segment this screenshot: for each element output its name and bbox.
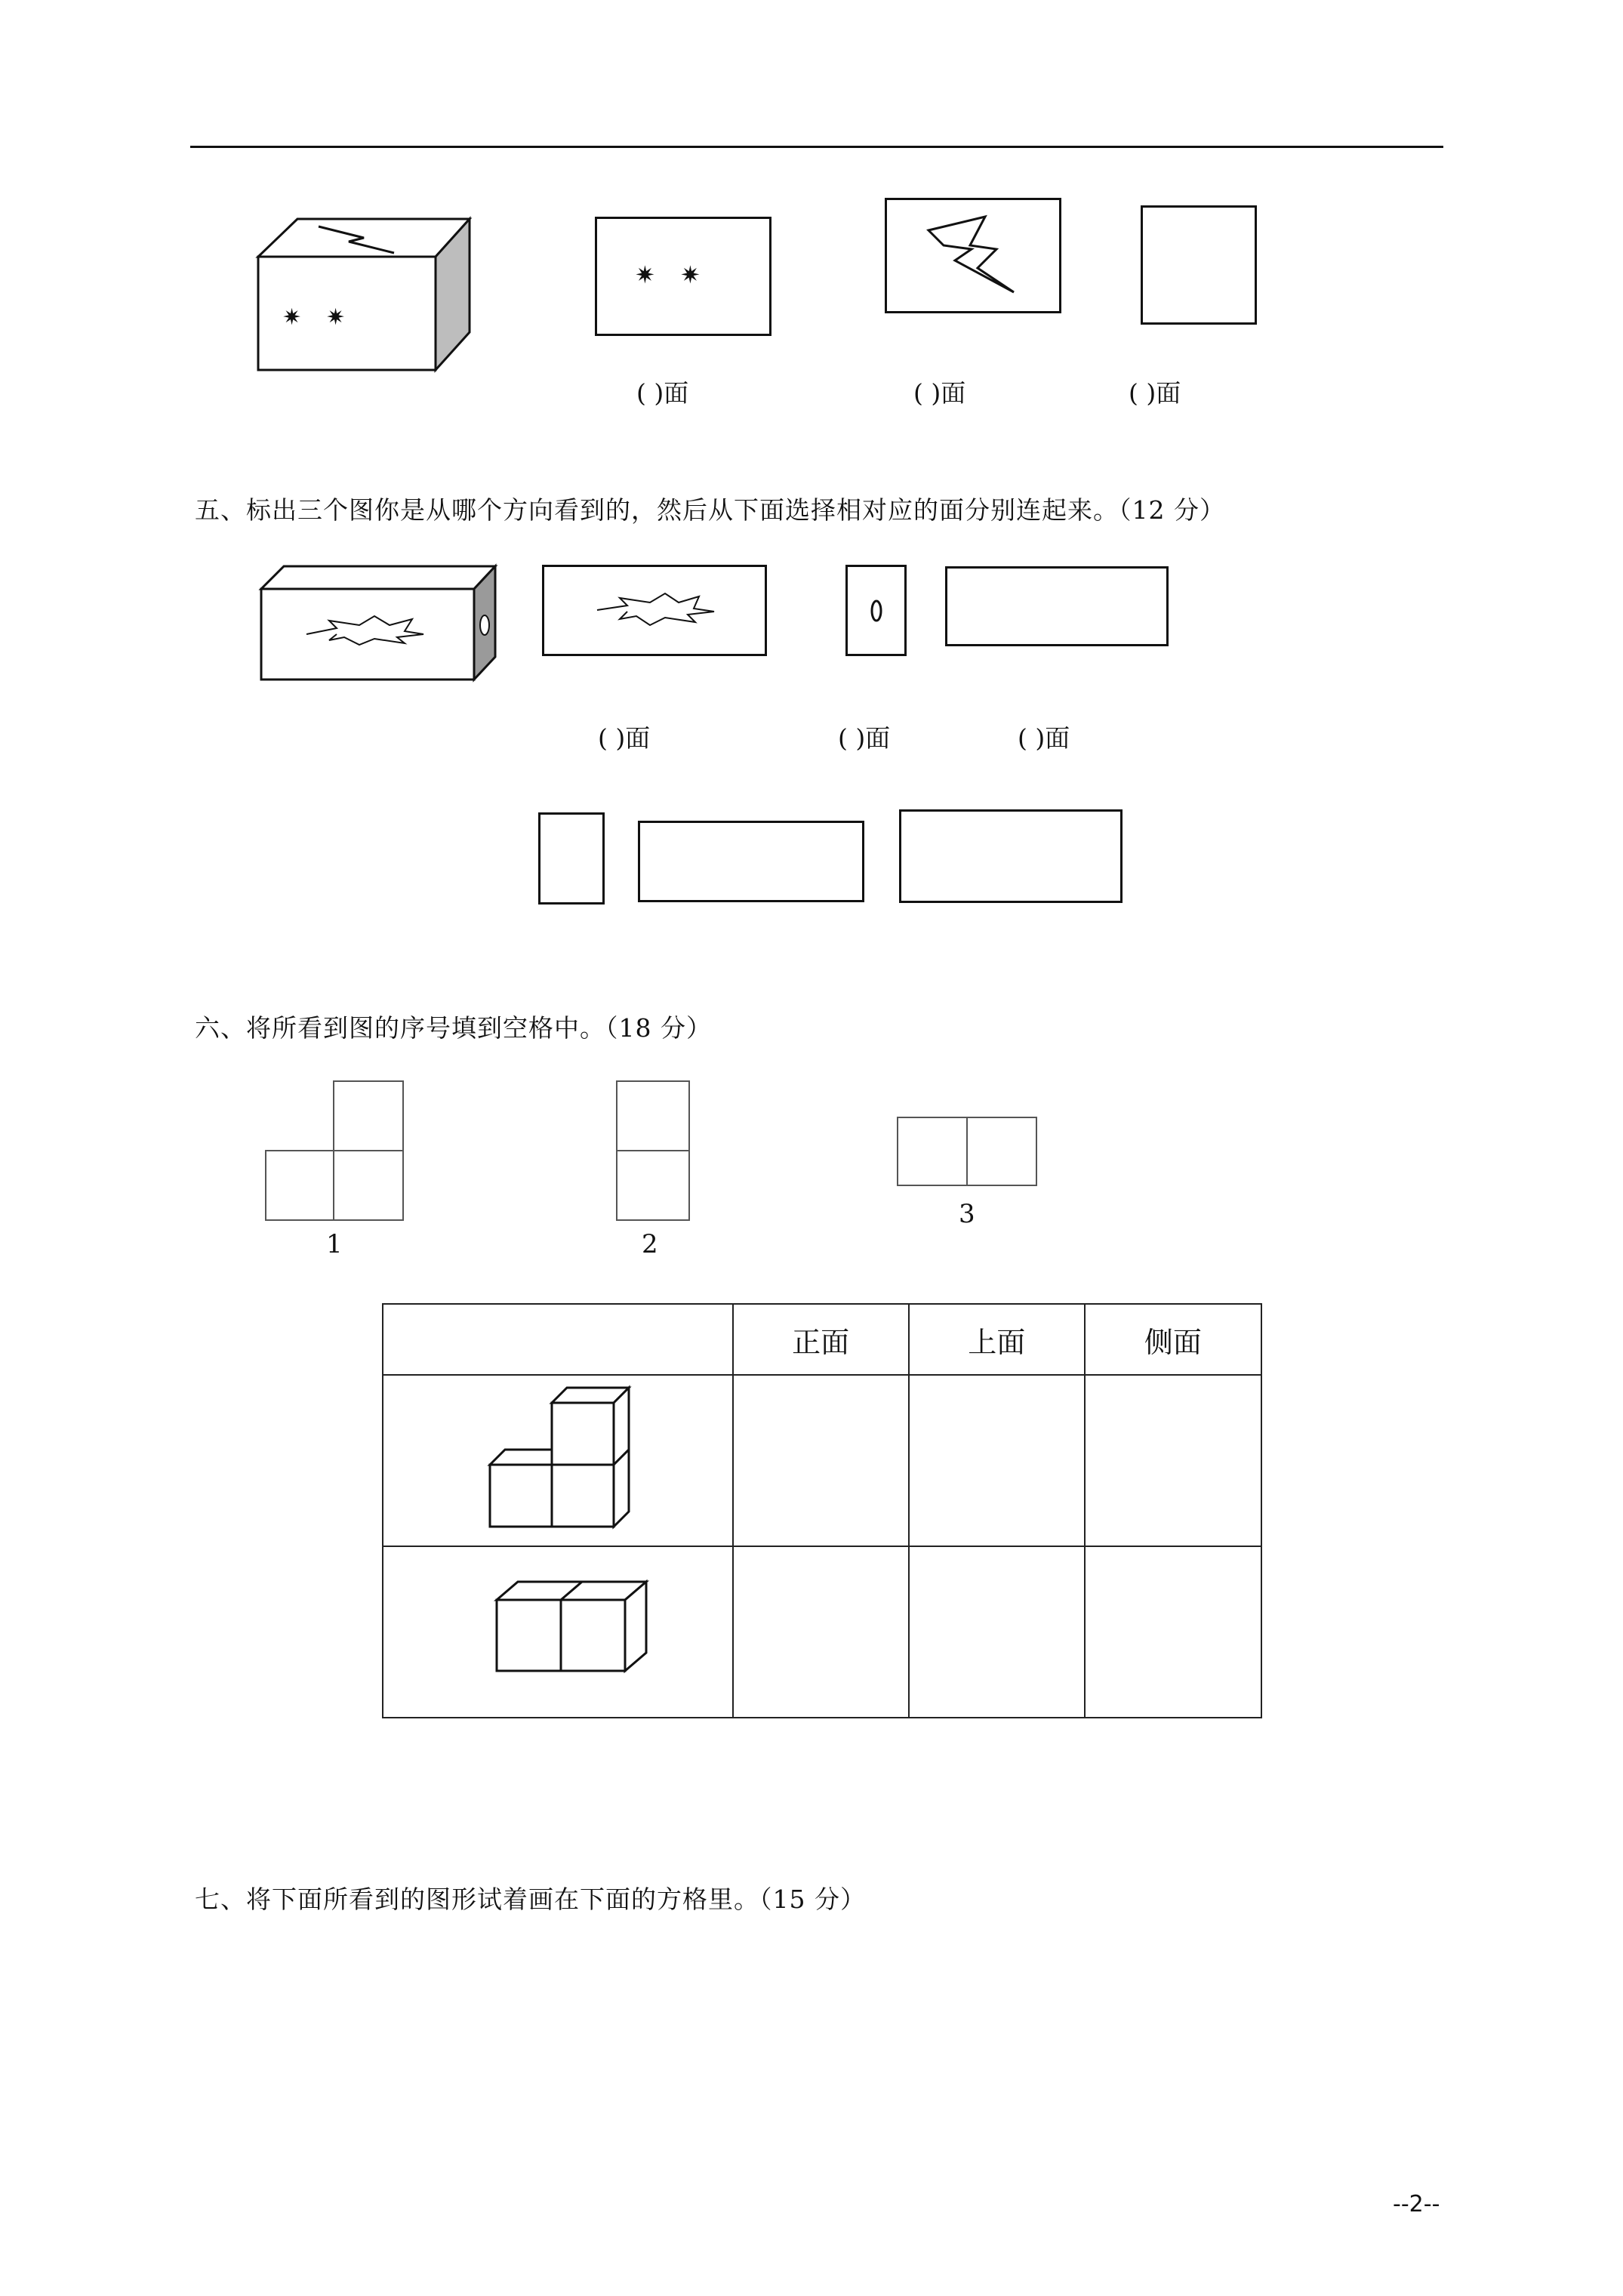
table-header-front: 正面 [733, 1304, 909, 1375]
table-header-blank [383, 1304, 733, 1375]
section-5-title: 五、标出三个图你是从哪个方向看到的，然后从下面选择相对应的面分别连起来。（12 分） [195, 495, 1225, 525]
table-row [383, 1375, 1261, 1546]
lightning-icon [925, 215, 1023, 298]
view-figure-3 [896, 1116, 1041, 1188]
view-figure-2 [615, 1080, 694, 1223]
face-sun-panel [595, 217, 771, 336]
header-rule [190, 146, 1443, 148]
answer-cell[interactable] [733, 1546, 909, 1718]
box-sun-lightning-drawing [251, 211, 477, 378]
face-label: ( )面 [1129, 378, 1181, 408]
face-label: ( )面 [838, 723, 891, 753]
match-option-wide-tall [899, 809, 1123, 903]
answer-cell[interactable] [733, 1375, 909, 1546]
svg-text:✷: ✷ [635, 260, 655, 289]
answer-cell[interactable] [909, 1546, 1085, 1718]
view-figure-1 [264, 1080, 408, 1223]
face-label: ( )面 [1018, 723, 1070, 753]
views-answer-table [382, 1303, 1262, 1718]
star-burst-icon [590, 586, 718, 631]
answer-cell[interactable] [1085, 1546, 1261, 1718]
face-star-burst-panel [542, 565, 767, 656]
match-option-wide [638, 821, 864, 902]
page-number: --2-- [1393, 2191, 1440, 2217]
oval-icon [867, 597, 885, 624]
face-label: ( )面 [913, 378, 966, 408]
box-star-burst-drawing [254, 559, 525, 687]
cube-stack-drawing-2 [474, 1577, 655, 1683]
cube-stack-cell [383, 1375, 733, 1546]
cube-stack-cell [383, 1546, 733, 1718]
face-oval-panel [845, 565, 907, 656]
section-7-title: 七、将下面所看到的图形试着画在下面的方格里。（15 分） [195, 1885, 866, 1914]
table-header-top: 上面 [909, 1304, 1085, 1375]
figure-number: 1 [326, 1229, 343, 1259]
cube-stack-drawing-1 [485, 1383, 636, 1542]
sun-icon [635, 260, 665, 291]
match-option-narrow [538, 812, 605, 905]
face-label: ( )面 [598, 723, 651, 753]
face-label: ( )面 [636, 378, 689, 408]
section-6-title: 六、将所看到图的序号填到空格中。（18 分） [195, 1013, 712, 1043]
svg-text:✷: ✷ [282, 304, 302, 331]
face-blank-rect-panel [945, 566, 1169, 646]
table-row [383, 1546, 1261, 1718]
svg-text:✷: ✷ [326, 304, 346, 331]
face-blank-square [1141, 205, 1257, 325]
sun-icon [680, 260, 710, 291]
face-lightning-panel [885, 198, 1061, 313]
answer-cell[interactable] [909, 1375, 1085, 1546]
svg-text:✷: ✷ [680, 260, 701, 289]
figure-number: 3 [959, 1199, 975, 1229]
table-header-side: 侧面 [1085, 1304, 1261, 1375]
figure-number: 2 [642, 1229, 658, 1259]
answer-cell[interactable] [1085, 1375, 1261, 1546]
